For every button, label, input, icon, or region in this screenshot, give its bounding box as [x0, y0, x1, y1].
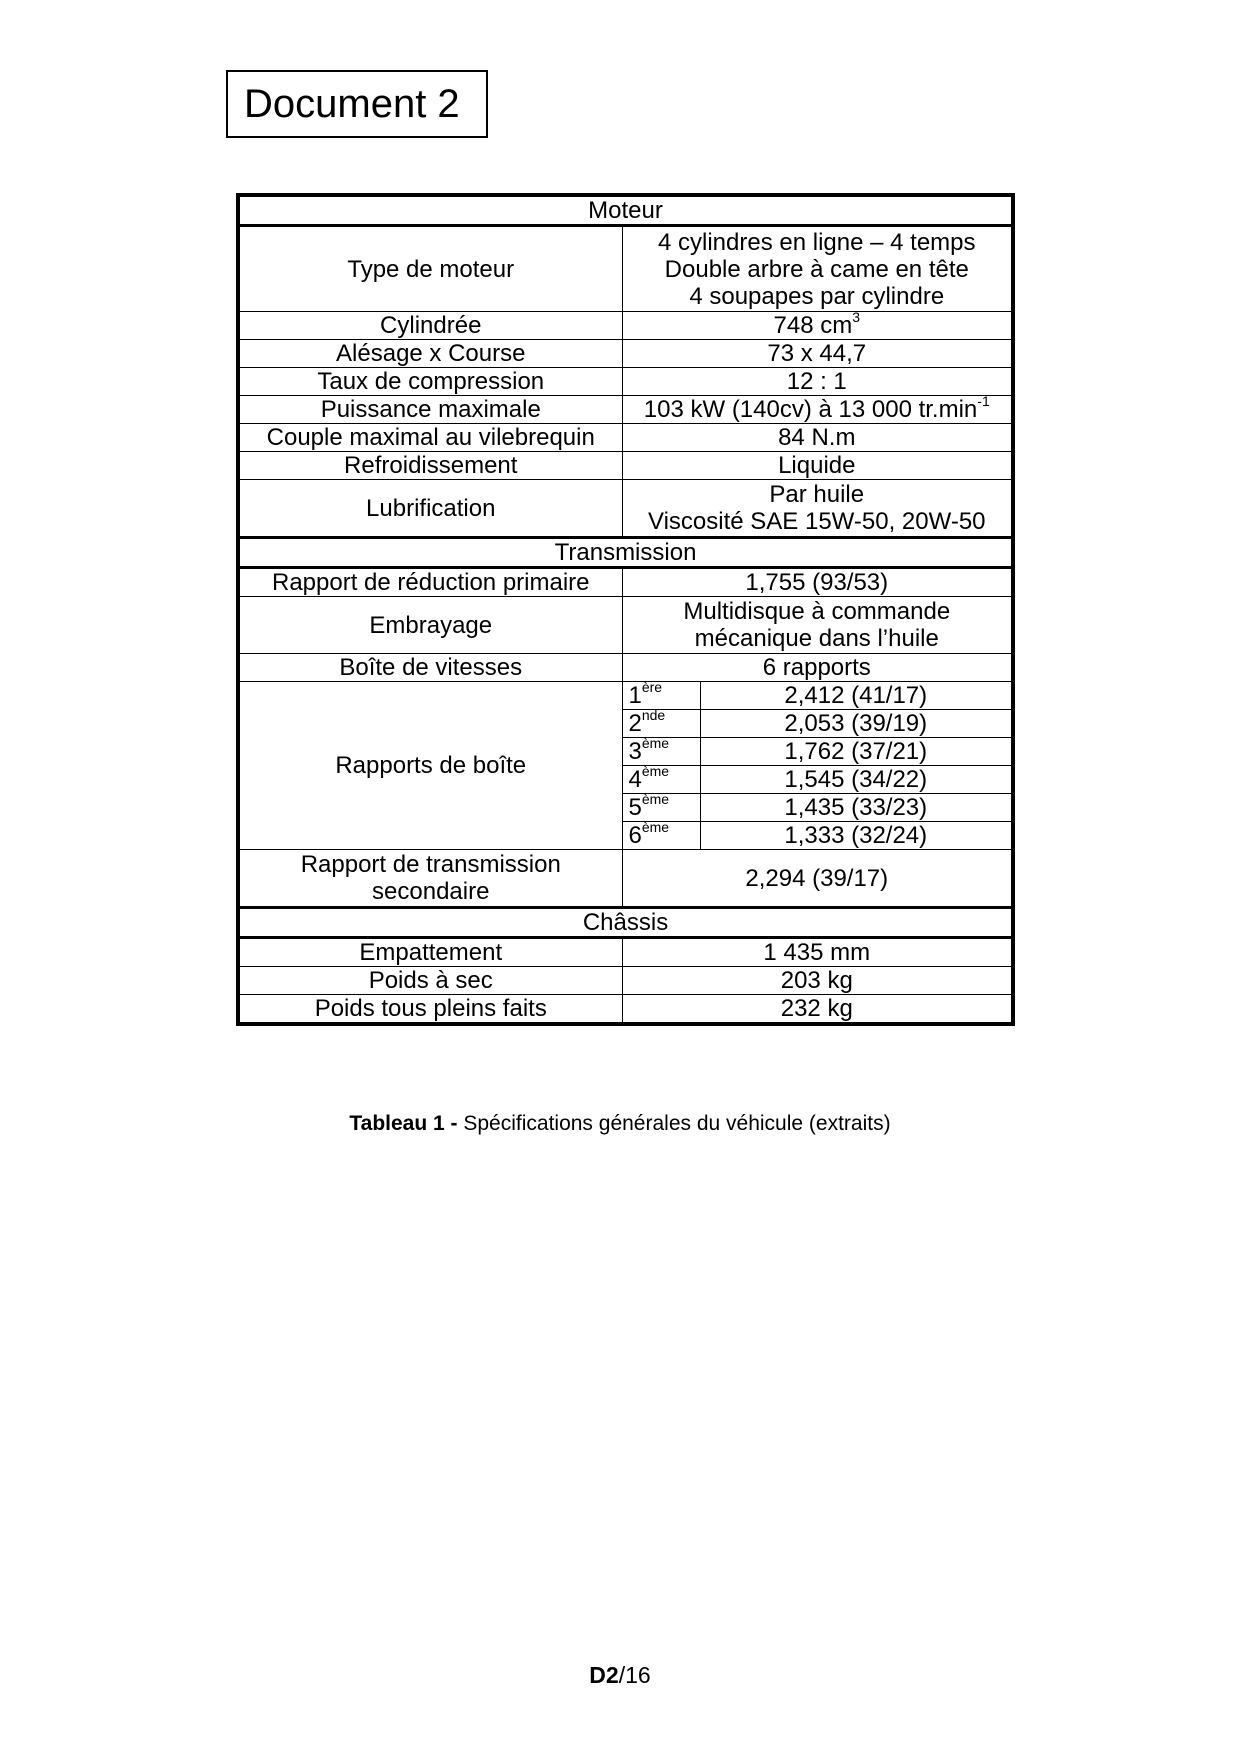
row-label: Rapports de boîte — [238, 682, 622, 850]
table-row — [238, 654, 1013, 682]
gear-suffix: ème — [641, 791, 670, 807]
row-label: Taux de compression — [238, 368, 622, 396]
gear-ratio: 2,412 (41/17) — [700, 682, 1013, 710]
value-line: Viscosité SAE 15W-50, 20W-50 — [648, 508, 986, 535]
row-label: Lubrification — [238, 480, 622, 538]
row-value — [622, 226, 1013, 312]
section-header-chassis: Châssis — [238, 908, 1013, 938]
value-line: 4 cylindres en ligne – 4 temps — [658, 228, 976, 256]
row-value — [622, 393, 1013, 424]
value-line: mécanique dans l’huile — [694, 625, 939, 652]
gear-suffix: ère — [641, 679, 663, 695]
table-row — [238, 226, 1013, 312]
row-value: Liquide — [622, 452, 1013, 480]
row-value: 1,755 (93/53) — [622, 568, 1013, 597]
row-value: 12 : 1 — [622, 368, 1013, 396]
row-label: Rapport de réduction primaire — [238, 568, 622, 597]
section-header-moteur: Moteur — [238, 195, 1013, 226]
gear-suffix: nde — [641, 707, 666, 723]
value-text: 103 kW (140cv) à 13 000 tr.min — [643, 396, 978, 423]
row-value — [622, 480, 1013, 538]
table-row — [238, 938, 1013, 967]
row-value: 84 N.m — [622, 424, 1013, 452]
table-row — [238, 396, 1013, 424]
value-line: 4 soupapes par cylindre — [689, 282, 945, 310]
gear-suffix: ème — [641, 763, 670, 779]
gear-row — [238, 682, 1013, 710]
row-value: 6 rapports — [622, 654, 1013, 682]
document-title: Document 2 — [226, 70, 488, 138]
gear-number — [622, 791, 700, 822]
value-line: Double arbre à came en tête — [664, 255, 969, 283]
gear-suffix: ème — [641, 735, 670, 751]
specifications-table — [236, 193, 1015, 1026]
label-line: secondaire — [372, 878, 490, 905]
table-row — [238, 568, 1013, 597]
gear-digit: 3 — [628, 738, 642, 765]
gear-number — [622, 735, 700, 766]
gear-ratio: 1,435 (33/23) — [700, 794, 1013, 822]
row-label: Empattement — [238, 938, 622, 967]
gear-digit: 5 — [628, 794, 642, 821]
row-label: Poids à sec — [238, 967, 622, 995]
row-value: 1 435 mm — [622, 938, 1013, 967]
table-row — [238, 967, 1013, 995]
gear-ratio: 1,762 (37/21) — [700, 738, 1013, 766]
gear-number — [622, 707, 700, 738]
table-row — [238, 368, 1013, 396]
table-row — [238, 597, 1013, 654]
value-superscript: -1 — [977, 393, 990, 409]
gear-ratio: 1,545 (34/22) — [700, 766, 1013, 794]
table-row — [238, 452, 1013, 480]
row-value: 203 kg — [622, 967, 1013, 995]
section-row-transmission — [238, 538, 1013, 568]
section-row-moteur — [238, 195, 1013, 226]
table-row — [238, 480, 1013, 538]
row-label: Embrayage — [238, 597, 622, 654]
gear-number — [622, 819, 700, 850]
gear-digit: 6 — [628, 822, 642, 849]
gear-ratio: 1,333 (32/24) — [700, 822, 1013, 850]
gear-number — [622, 763, 700, 794]
section-header-transmission: Transmission — [238, 538, 1013, 568]
table-row — [238, 850, 1013, 908]
value-text: 748 cm — [773, 312, 853, 339]
row-value — [622, 309, 1013, 340]
row-label: Poids tous pleins faits — [238, 995, 622, 1025]
table-row — [238, 995, 1013, 1025]
table-row — [238, 424, 1013, 452]
row-value — [622, 597, 1013, 654]
gear-digit: 4 — [628, 766, 642, 793]
section-row-chassis — [238, 908, 1013, 938]
row-label: Puissance maximale — [238, 396, 622, 424]
row-label: Alésage x Course — [238, 340, 622, 368]
row-label: Cylindrée — [238, 312, 622, 340]
gear-suffix: ème — [641, 819, 670, 835]
row-value: 2,294 (39/17) — [622, 850, 1013, 908]
row-value: 232 kg — [622, 995, 1013, 1025]
gear-digit: 1 — [628, 682, 642, 709]
value-line: Multidisque à commande — [683, 598, 951, 625]
page-number-total: /16 — [618, 1662, 651, 1688]
page-number — [0, 1662, 1240, 1689]
value-line: Par huile — [769, 481, 865, 508]
caption-bold: Tableau 1 - — [349, 1112, 458, 1135]
label-line: Rapport de transmission — [300, 851, 561, 878]
row-label: Type de moteur — [238, 226, 622, 312]
gear-digit: 2 — [628, 710, 642, 737]
row-label — [238, 850, 622, 908]
value-superscript: 3 — [852, 309, 861, 325]
row-label: Boîte de vitesses — [238, 654, 622, 682]
table-row — [238, 312, 1013, 340]
row-label: Refroidissement — [238, 452, 622, 480]
row-label: Couple maximal au vilebrequin — [238, 424, 622, 452]
table-caption — [0, 1112, 1240, 1136]
gear-number — [622, 679, 700, 710]
page-number-bold: D2 — [589, 1662, 619, 1688]
table-row — [238, 340, 1013, 368]
caption-text: Spécifications générales du véhicule (extraits) — [457, 1112, 891, 1135]
gear-ratio: 2,053 (39/19) — [700, 710, 1013, 738]
row-value: 73 x 44,7 — [622, 340, 1013, 368]
